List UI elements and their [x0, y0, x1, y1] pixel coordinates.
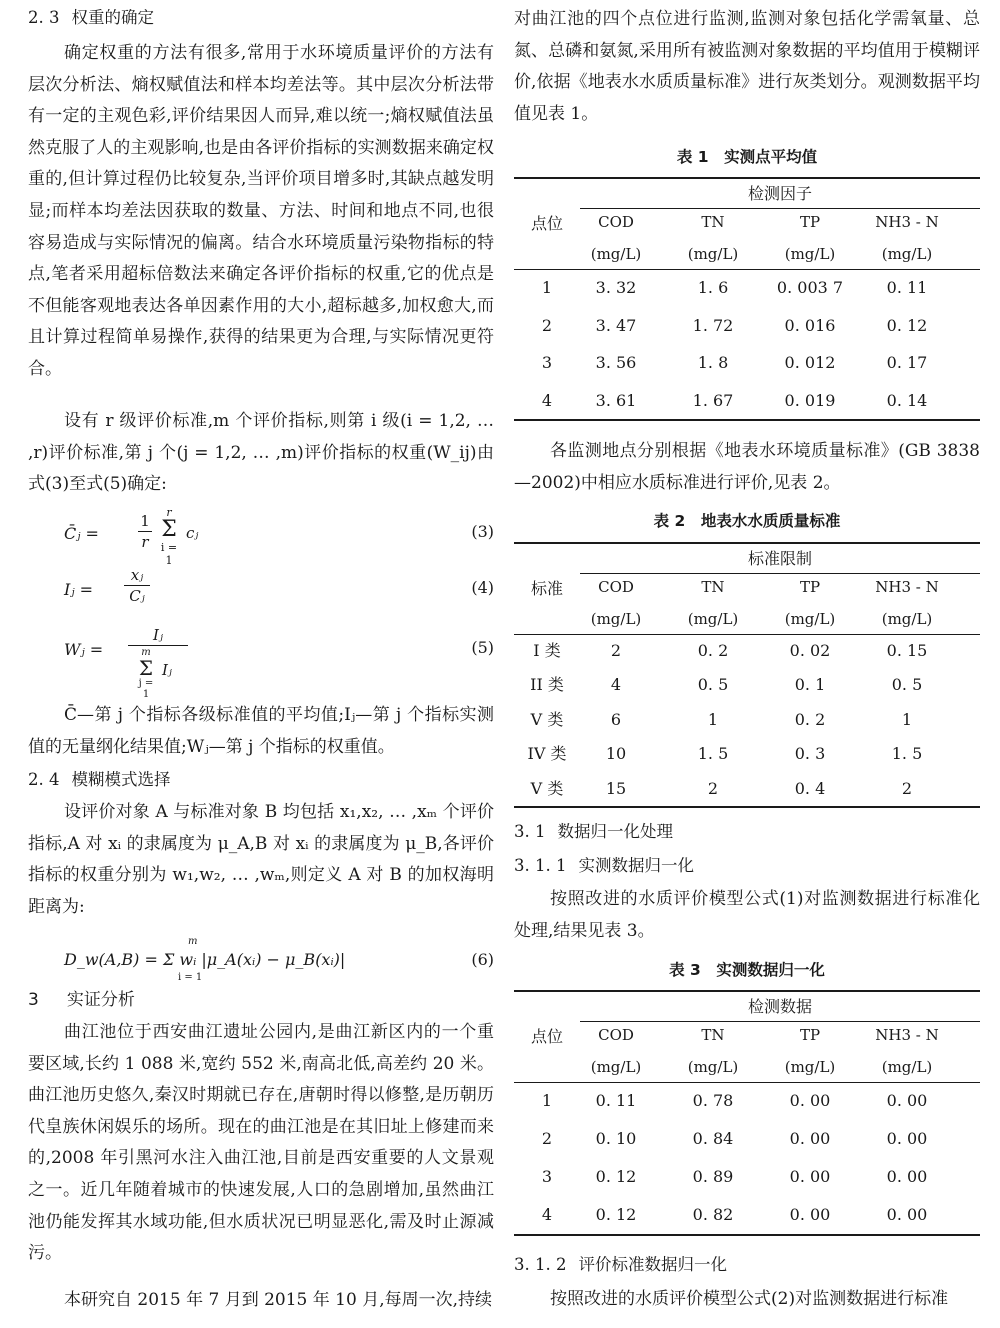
paragraph-weight-methods: 确定权重的方法有很多,常用于水环境质量评价的方法有层次分析法、熵权赋值法和样本均差法等。其中层次分析法带有一定的主观色彩,评价结果因人而异,难以统一;熵权赋值法虽然克服了人的主观影响,也是由各评价指标的实测数据来确定权重的,但计算过程仍比较复杂,当评价项目增多时,其缺点越发明显;而样本均差法因获取的数量、方法、时间和地点不同,也很容易造成与实际情况的偏离。结合水环境质量污染物指标的特点,笔者采用超标倍数法来确定各评价指标的权重,它的优点是不但能客观地表达各单因素作用的大小,超标越多,加权愈大,而且计算过程简单易操作,获得的结果更为合理,与实际情况更符合。 — [28, 43, 494, 379]
table-cell: 2 — [901, 778, 913, 798]
table-cell: 2 — [707, 778, 719, 798]
table-cell: 0. 15 — [886, 641, 928, 660]
table-cell: 0. 00 — [886, 1205, 928, 1224]
paragraph-study-period: 本研究自 2015 年 7 月到 2015 年 10 月,每周一次,持续 — [64, 1290, 493, 1310]
table-cell: 0. 84 — [692, 1129, 734, 1148]
table-cell: 0. 11 — [886, 278, 928, 297]
table-row-label: 4 — [541, 390, 553, 410]
table-column-header: COD — [598, 213, 634, 231]
table-row-label: I 类 — [533, 641, 561, 660]
table-group-header: 标准限制 — [580, 544, 980, 574]
table-column-header: TN — [701, 213, 725, 231]
table-cell: 0. 00 — [886, 1167, 928, 1186]
table-cell: 15 — [605, 778, 627, 798]
table-cell: 0. 00 — [886, 1091, 928, 1110]
paragraph-qujiang-pool: 曲江池位于西安曲江遗址公园内,是曲江新区内的一个重要区域,长约 1 088 米,宽约 552 米,南高北低,高差约 20 米。曲江池历史悠久,秦汉时期就已存在,唐朝时得以修整,是历朝历代皇族休闲娱乐的场所。现在的曲江池是在其旧址上修建而来的,2008 年引黑河水注入曲江池,目前是西安重要的人文景观之一。近几年随着城市的快速发展,人口的急剧增加,虽然曲江池仍能发挥其水域功能,但水质状况已明显恶化,需及时止源减污。 — [28, 1022, 494, 1264]
table-cell: 0. 2 — [794, 709, 826, 729]
table-cell: 1 — [901, 709, 913, 729]
table-cell: 0. 2 — [697, 641, 729, 660]
table-cell: 0. 02 — [789, 641, 831, 660]
table-cell: 0. 00 — [886, 1129, 928, 1148]
paragraph-standard-evaluation: 各监测地点分别根据《地表水环境质量标准》(GB 3838—2002)中相应水质标准进行评价,见表 2。 — [514, 441, 980, 493]
table-column-unit: (mg/L) — [590, 610, 642, 628]
table-column-unit: (mg/L) — [881, 245, 933, 263]
table-cell: 0. 019 — [784, 390, 836, 410]
table-column-unit: (mg/L) — [784, 245, 836, 263]
table-group-header: 检测数据 — [580, 992, 980, 1022]
table-cell: 0. 012 — [784, 353, 836, 372]
table-row-label: II 类 — [530, 675, 564, 695]
table-cell: 0. 10 — [595, 1129, 637, 1148]
table-row-label: IV 类 — [527, 744, 567, 764]
table-column-header: TN — [701, 578, 725, 596]
section-heading-2-3: 2. 3 权重的确定 — [28, 8, 154, 27]
table-cell: 1. 8 — [697, 353, 729, 372]
section-heading-3-1-1: 3. 1. 1 实测数据归一化 — [514, 856, 694, 875]
table-cell: 0. 3 — [794, 744, 826, 764]
table-row-label: 1 — [541, 278, 553, 297]
table-cell: 0. 5 — [891, 675, 923, 695]
table-cell: 0. 12 — [886, 315, 928, 335]
section-heading-3: 3 实证分析 — [28, 990, 135, 1010]
paragraph-fuzzy-pattern: 设评价对象 A 与标准对象 B 均包括 x₁,x₂, … ,xₘ 个评价指标,A 对 xᵢ 的隶属度为 μ_A,B 对 xᵢ 的隶属度为 μ_B,各评价指标的权重分别为 w₁,w₂, … ,wₘ,则定义 A 对 B 的加权海明距离为: — [28, 802, 494, 917]
equation-3: C̄ⱼ = 1 r r Σ i = 1 cⱼ (3) — [64, 506, 494, 567]
table-cell: 2 — [610, 641, 622, 660]
table-cell: 3. 47 — [595, 315, 637, 335]
table-row-header: 点位 — [530, 1027, 563, 1046]
table-cell: 0. 82 — [692, 1205, 734, 1224]
table-column-unit: (mg/L) — [590, 245, 642, 263]
table-cell: 0. 17 — [886, 353, 928, 372]
equation-6: D_w(A,B) = Σ wᵢ |μ_A(xᵢ) − μ_B(xᵢ)| m i = 1 (6) — [64, 936, 494, 983]
table-column-unit: (mg/L) — [784, 610, 836, 628]
table-cell: 0. 11 — [595, 1091, 637, 1110]
table-cell: 10 — [605, 744, 627, 764]
table-column-header: NH3 - N — [875, 213, 939, 231]
table-3 — [514, 990, 980, 1236]
table-column-header: NH3 - N — [875, 578, 939, 596]
paragraph-normalization: 按照改进的水质评价模型公式(1)对监测数据进行标准化处理,结果见表 3。 — [514, 889, 980, 941]
paragraph-weight-definition: 设有 r 级评价标准,m 个评价指标,则第 i 级(i = 1,2, … ,r)评价标准,第 j 个(j = 1,2, … ,m)评价指标的权重(W_ij)由式(3)至式(5)确定: — [28, 411, 494, 495]
table-column-header: TP — [799, 578, 821, 596]
table-column-unit: (mg/L) — [881, 610, 933, 628]
table-column-unit: (mg/L) — [881, 1058, 933, 1076]
paragraph-standard-normalization: 按照改进的水质评价模型公式(2)对监测数据进行标准 — [550, 1289, 949, 1309]
table-1-title: 表 1 实测点平均值 — [676, 148, 818, 166]
table-column-header: COD — [598, 1026, 634, 1044]
table-cell: 0. 5 — [697, 675, 729, 695]
paragraph-symbol-definitions: C̄—第 j 个指标各级标准值的平均值;Iⱼ—第 j 个指标实测值的无量纲化结果值;Wⱼ—第 j 个指标的权重值。 — [28, 705, 494, 757]
table-row-label: 4 — [541, 1205, 553, 1224]
table-column-header: COD — [598, 578, 634, 596]
table-column-unit: (mg/L) — [687, 610, 739, 628]
table-cell: 0. 00 — [789, 1129, 831, 1148]
table-row-label: 2 — [541, 315, 553, 335]
equation-5: Wⱼ = Iⱼ m Σ j = 1 Iⱼ (5) — [64, 626, 494, 700]
section-heading-3-1: 3. 1 数据归一化处理 — [514, 822, 673, 841]
fraction: Iⱼ m Σ j = 1 Iⱼ — [128, 626, 188, 691]
table-cell: 0. 00 — [789, 1205, 831, 1224]
table-row-label: 3 — [541, 353, 553, 372]
table-cell: 0. 1 — [794, 675, 826, 695]
table-cell: 0. 14 — [886, 390, 928, 410]
table-cell: 0. 003 7 — [776, 278, 844, 297]
table-row-label: V 类 — [530, 778, 564, 798]
table-group-header: 检测因子 — [580, 179, 980, 209]
table-column-unit: (mg/L) — [590, 1058, 642, 1076]
table-cell: 4 — [610, 675, 622, 695]
table-cell: 0. 89 — [692, 1167, 734, 1186]
table-cell: 0. 00 — [789, 1167, 831, 1186]
table-cell: 0. 00 — [789, 1091, 831, 1110]
table-column-unit: (mg/L) — [687, 245, 739, 263]
table-cell: 3. 56 — [595, 353, 637, 372]
table-column-header: TP — [799, 1026, 821, 1044]
table-cell: 1 — [707, 709, 719, 729]
sum-symbol: r Σ i = 1 — [160, 506, 178, 567]
table-row-label: 3 — [541, 1167, 553, 1186]
table-column-unit: (mg/L) — [784, 1058, 836, 1076]
table-cell: 1. 6 — [697, 278, 729, 297]
table-cell: 3. 61 — [595, 390, 637, 410]
table-cell: 3. 32 — [595, 278, 637, 297]
table-cell: 0. 12 — [595, 1167, 637, 1186]
table-row-label: V 类 — [530, 709, 564, 729]
equation-4: Iⱼ = xⱼ Cⱼ (4) — [64, 566, 494, 605]
table-cell: 0. 78 — [692, 1091, 734, 1110]
table-column-header: NH3 - N — [875, 1026, 939, 1044]
table-2 — [514, 542, 980, 808]
fraction: xⱼ Cⱼ — [124, 566, 150, 605]
section-heading-3-1-2: 3. 1. 2 评价标准数据归一化 — [514, 1255, 727, 1274]
table-cell: 6 — [610, 709, 622, 729]
table-cell: 0. 4 — [794, 778, 826, 798]
table-column-header: TP — [799, 213, 821, 231]
table-column-unit: (mg/L) — [687, 1058, 739, 1076]
fraction: 1 r — [138, 512, 152, 551]
table-row-label: 2 — [541, 1129, 553, 1148]
table-cell: 1. 72 — [692, 315, 734, 335]
section-heading-2-4: 2. 4 模糊模式选择 — [28, 770, 171, 789]
table-cell: 1. 5 — [697, 744, 729, 764]
table-cell: 0. 12 — [595, 1205, 637, 1224]
table-cell: 1. 5 — [891, 744, 923, 764]
table-2-title: 表 2 地表水水质质量标准 — [653, 512, 841, 530]
table-row-header: 点位 — [530, 214, 563, 233]
table-3-title: 表 3 实测数据归一化 — [669, 961, 825, 979]
paragraph-monitoring: 对曲江池的四个点位进行监测,监测对象包括化学需氧量、总氮、总磷和氨氮,采用所有被监测对象数据的平均值用于模糊评价,依据《地表水水质质量标准》进行灰类划分。观测数据平均值见表 1。 — [514, 9, 980, 124]
table-cell: 1. 67 — [692, 390, 734, 410]
table-row-header: 标准 — [530, 579, 563, 598]
table-row-label: 1 — [541, 1091, 553, 1110]
table-cell: 0. 016 — [784, 315, 836, 335]
table-column-header: TN — [701, 1026, 725, 1044]
table-1 — [514, 177, 980, 421]
